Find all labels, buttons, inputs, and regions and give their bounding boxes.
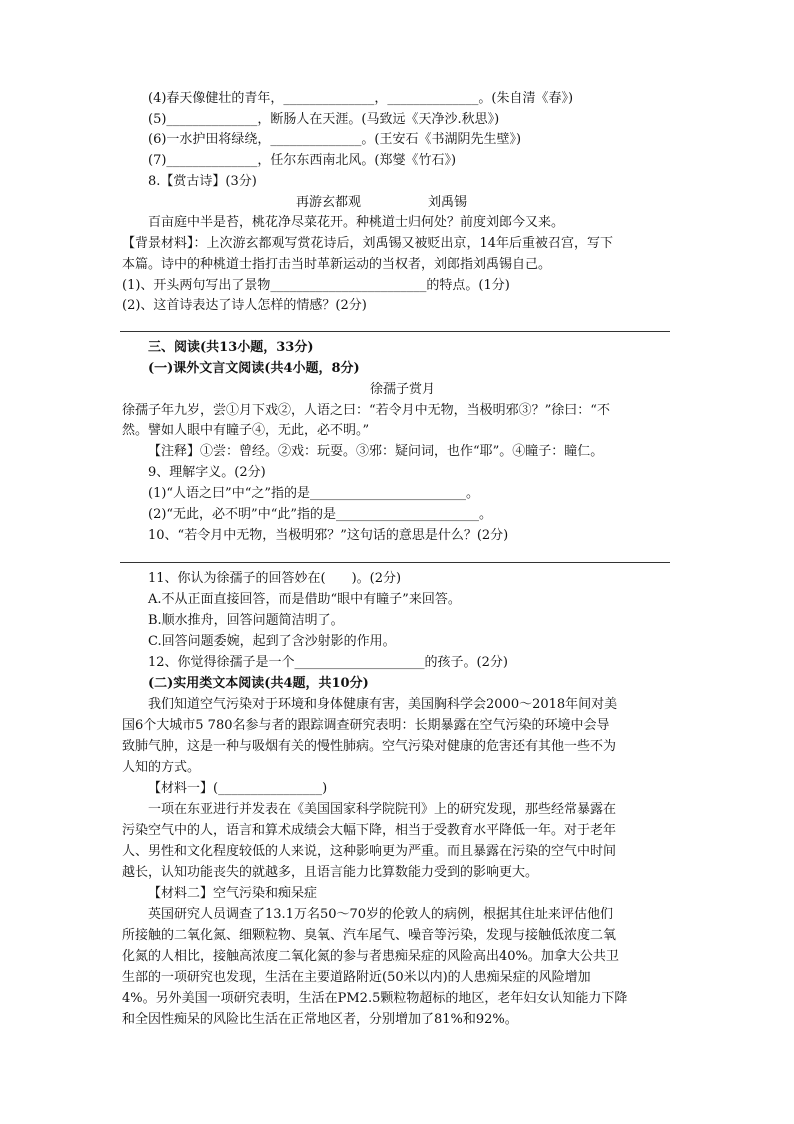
material-2-line-3: 化氮的人相比，接触高浓度二氧化氮的参与者患痴呆症的风险高出40%。加拿大公共卫 <box>122 949 619 964</box>
fill-line-6: (6)一水护田将绿绕，______________。(王安石《书湖阴先生壁》) <box>148 132 522 147</box>
fill-line-5: (5)______________，断肠人在天涯。(马致远《天净沙.秋思》) <box>148 112 500 127</box>
material-2-line-4: 生部的一项研究也发现，生活在主要道路附近(50米以内)的人患痴呆症的风险增加 <box>122 970 591 985</box>
material-1-line-1: 一项在东亚进行并发表在《美国国家科学院院刊》上的研究发现，那些经常暴露在 <box>148 802 617 817</box>
material-2-line-6: 和全因性痴呆的风险比生活在正常地区者，分别增加了81%和92%。 <box>122 1012 518 1027</box>
q9-sub-2: (2)“无此，必不明”中“此”指的是______________________。 <box>148 507 492 522</box>
intro-line-1: 我们知道空气污染对于环境和身体健康有害，美国胸科学会2000～2018年间对美 <box>148 697 618 712</box>
q11-option-b: B.顺水推舟，回答问题简洁明了。 <box>148 613 344 628</box>
intro-line-3: 致肺气肿，这是一种与吸烟有关的慢性肺病。空气污染对健康的危害还有其他一些不为 <box>122 739 617 754</box>
passage-line-2: 然。譬如人眼中有瞳子④，无此，必不明。” <box>122 423 370 438</box>
material-1-line-3: 人、男性和文化程度较低的人来说，这种影响更为严重。而且暴露在污染的空气中时间 <box>122 844 617 859</box>
material-2-line-2: 所接触的二氧化氮、细颗粒物、臭氧、汽车尾气、噪音等污染，发现与接触低浓度二氧 <box>122 928 617 943</box>
answer-line <box>120 331 670 332</box>
part-2-heading: (二)实用类文本阅读(共4题，共10分) <box>148 676 369 691</box>
passage-title: 徐孺子赏月 <box>370 382 436 397</box>
passage-notes: 【注释】①尝：曾经。②戏：玩耍。③邪：疑问词，也作“耶”。④瞳子：瞳仁。 <box>148 444 604 459</box>
background-line-1: 【背景材料】：上次游玄都观写赏花诗后，刘禹锡又被贬出京，14年后重被召宫，写下 <box>122 236 614 251</box>
poem-title: 再游玄都观 <box>296 195 362 210</box>
fill-line-4: (4)春天像健壮的青年，______________，______________。(朱自清《春》) <box>148 91 574 106</box>
poem-author: 刘禹锡 <box>428 195 468 210</box>
q8-sub-1: (1)、开头两句写出了景物________________________的特点。(1分) <box>122 278 510 293</box>
q8-sub-2: (2)、这首诗表达了诗人怎样的情感？(2分) <box>122 298 367 313</box>
q11-option-a: A.不从正面直接回答，而是借助“眼中有瞳子”来回答。 <box>148 592 461 607</box>
material-1-line-4: 越长，认知功能丧失的就越多，且语言能力比算数能力受到的影响更大。 <box>122 865 539 880</box>
passage-line-1: 徐孺子年九岁，尝①月下戏②，人语之曰：“若令月中无物，当极明邪③？”徐曰：“不 <box>122 403 610 418</box>
material-2-line-1: 英国研究人员调查了13.1万名50～70岁的伦敦人的病例，根据其住址来评估他们 <box>148 907 614 922</box>
material-1-label: 【材料一】(________________) <box>148 781 328 796</box>
answer-line <box>120 562 670 563</box>
q9-heading: 9、理解字义。(2分) <box>148 465 266 480</box>
q11-text: 11、你认为徐孺子的回答妙在( )。(2分) <box>148 571 402 586</box>
background-line-2: 本篇。诗中的种桃道士指打击当时革新运动的当权者，刘郎指刘禹锡自己。 <box>122 257 552 272</box>
material-2-line-5: 4%。另外美国一项研究表明，生活在PM2.5颗粒物超标的地区，老年妇女认知能力下降 <box>122 991 628 1006</box>
q12-text: 12、你觉得徐孺子是一个____________________的孩子。(2分) <box>148 655 508 670</box>
material-2-label: 【材料二】空气污染和痴呆症 <box>148 886 318 901</box>
part-1-heading: (一)课外文言文阅读(共4小题，8分) <box>148 361 360 376</box>
section-3-heading: 三、阅读(共13小题，33分) <box>148 340 314 355</box>
q8-heading: 8.【赏古诗】(3分) <box>148 174 257 189</box>
poem-text: 百亩庭中半是苔，桃花净尽菜花开。种桃道士归何处？前度刘郎今又来。 <box>148 215 565 230</box>
fill-line-7: (7)______________，任尔东西南北风。(郑燮《竹石》) <box>148 153 457 168</box>
material-1-line-2: 污染空气中的人，语言和算术成绩会大幅下降，相当于受教育水平降低一年。对于老年 <box>122 823 617 838</box>
q11-option-c: C.回答问题委婉，起到了含沙射影的作用。 <box>148 634 396 649</box>
q9-sub-1: (1)“人语之曰”中“之”指的是________________________。 <box>148 486 479 501</box>
q10-text: 10、“若令月中无物，当极明邪？”这句话的意思是什么？(2分) <box>148 528 509 543</box>
intro-line-2: 国6个大城市5 780名参与者的跟踪调查研究表明：长期暴露在空气污染的环境中会导 <box>122 718 610 733</box>
intro-line-4: 人知的方式。 <box>122 760 201 775</box>
